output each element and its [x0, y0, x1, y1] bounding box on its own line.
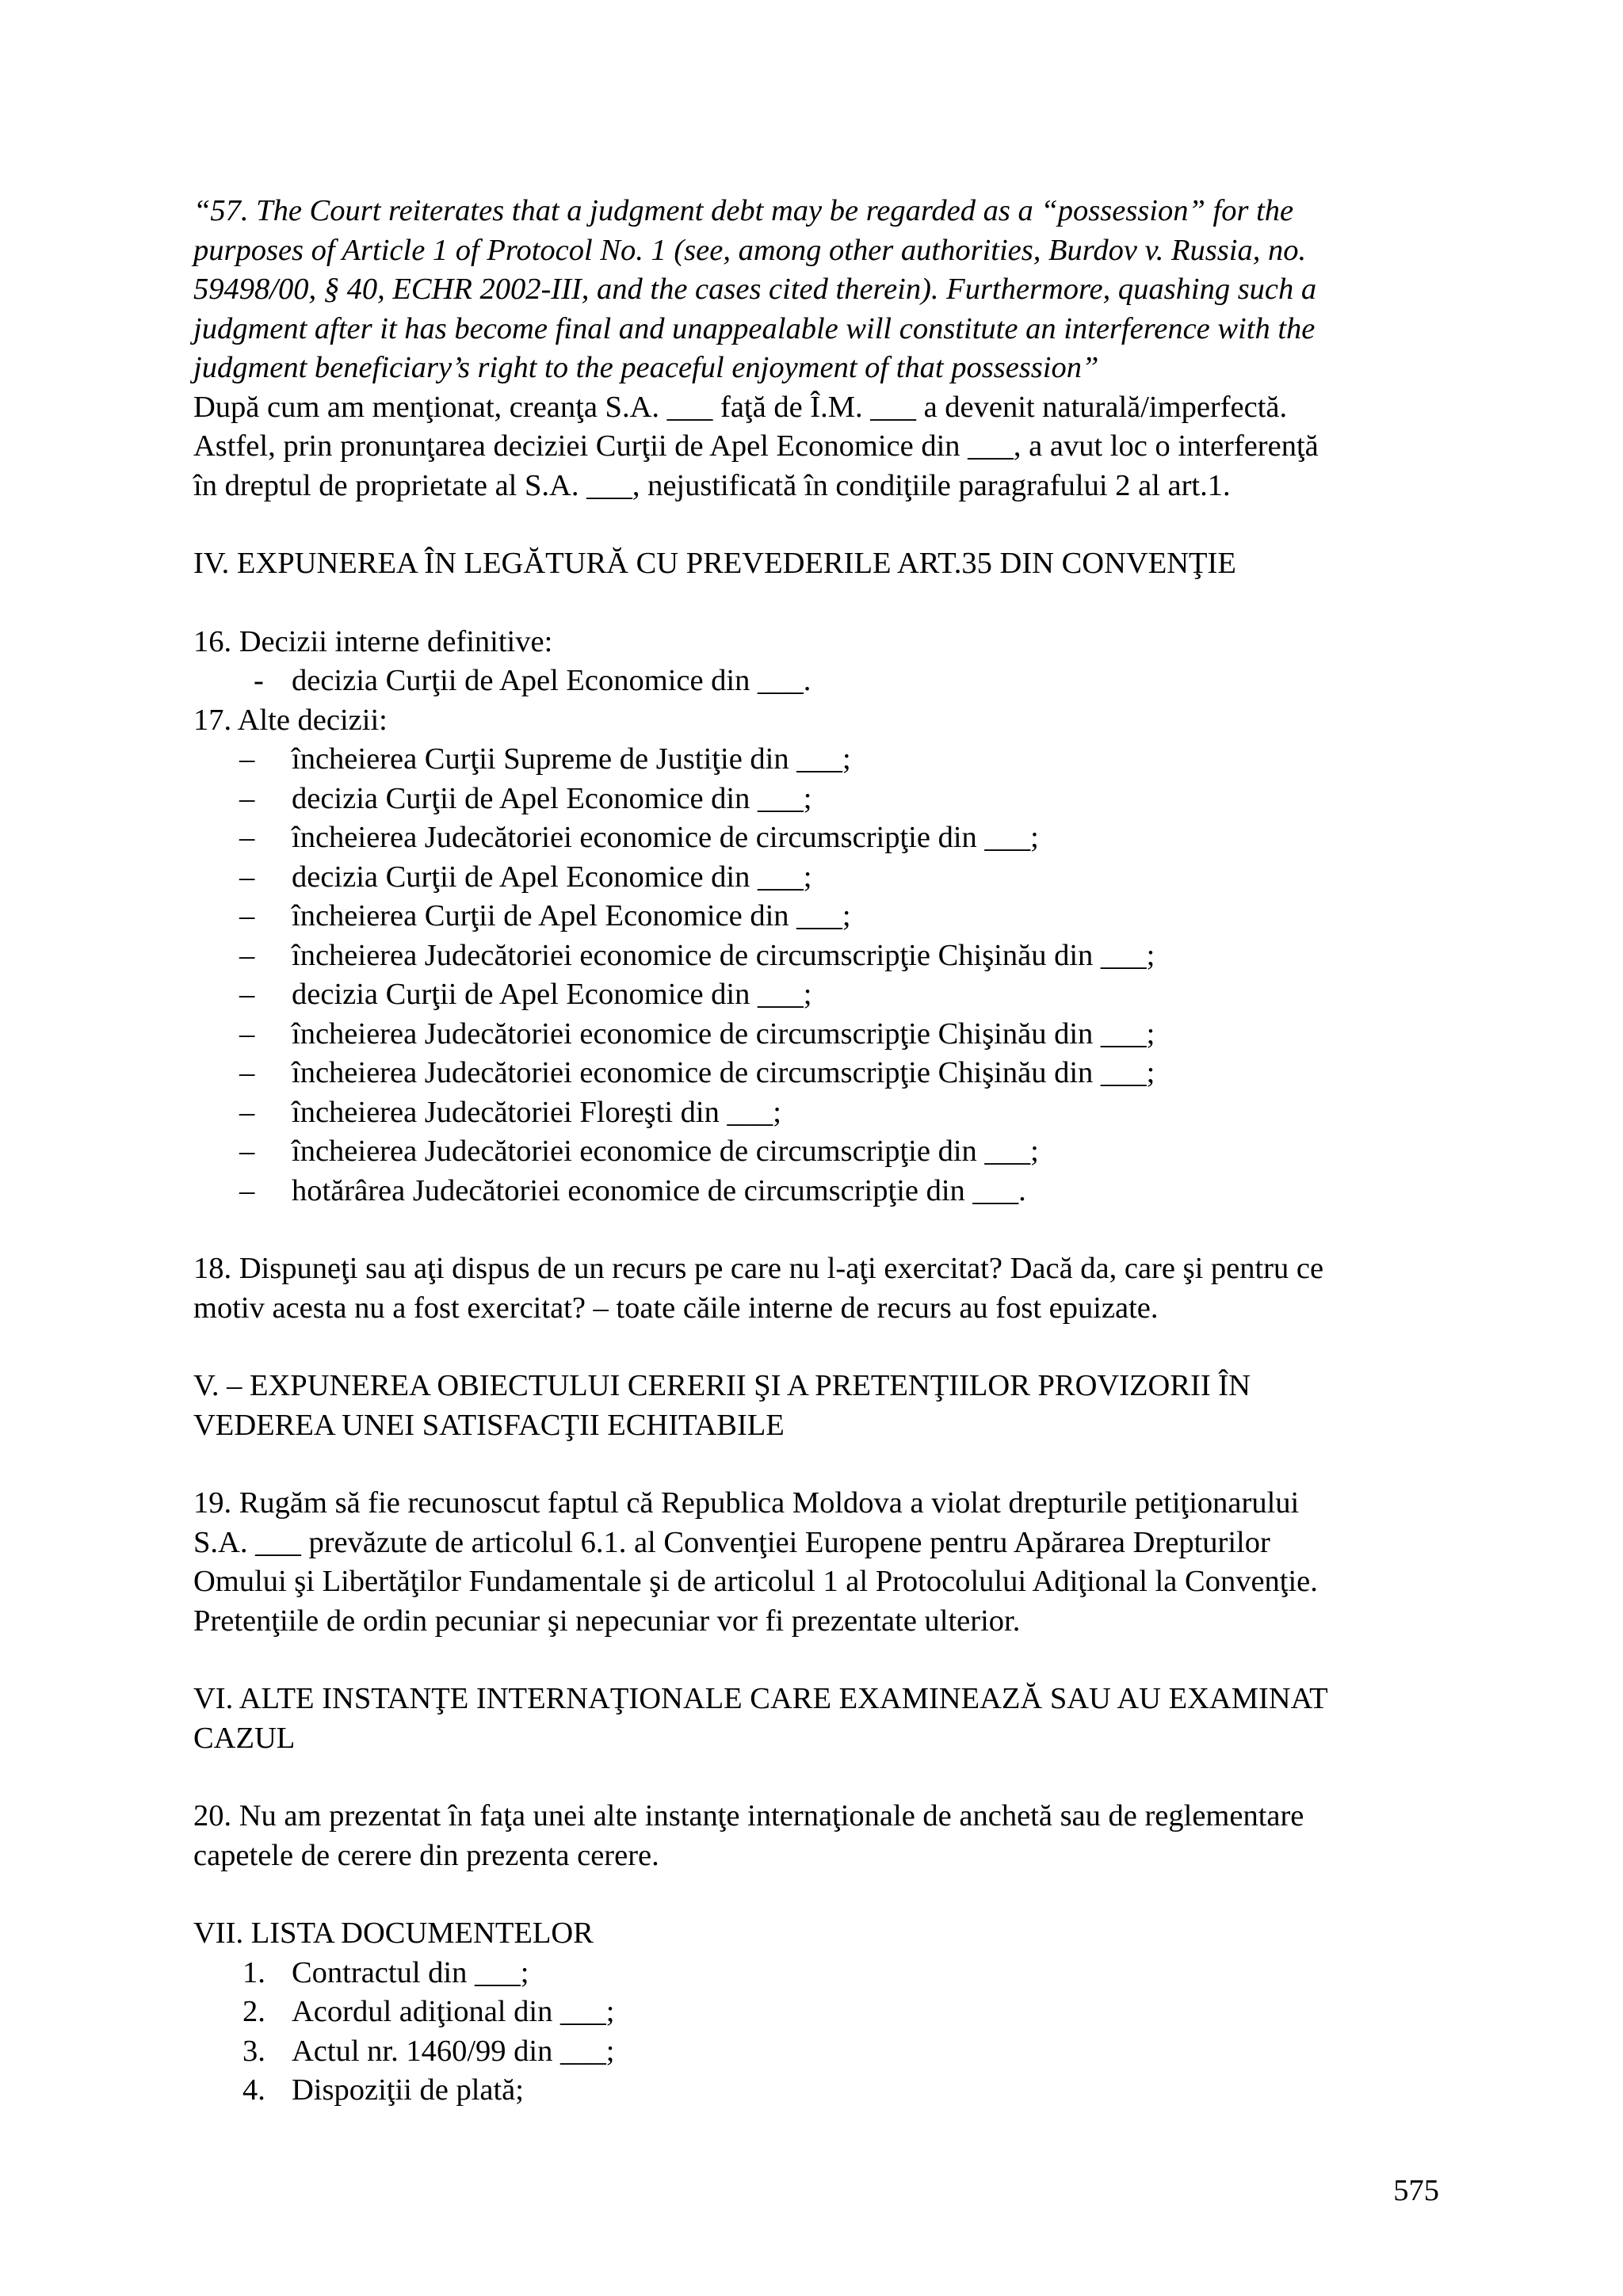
- list-item: – decizia Curţii de Apel Economice din ___;: [193, 975, 1438, 1015]
- text-line: capetele de cerere din prezenta cerere.: [193, 1838, 659, 1872]
- list-marker: –: [239, 1095, 255, 1129]
- item-18-paragraph: [193, 1249, 1438, 1328]
- item-17-label: 17. Alte decizii:: [193, 703, 388, 737]
- text-line: Pretenţiile de ordin pecuniar şi nepecuniar vor fi prezentate ulterior.: [193, 1604, 1021, 1638]
- quote-line: “57. The Court reiterates that a judgment debt may be regarded as a “possession” for the: [193, 194, 1294, 227]
- list-item: – decizia Curţii de Apel Economice din ___;: [193, 780, 1438, 819]
- item-16-label: 16. Decizii interne definitive:: [193, 624, 553, 658]
- list-item: – decizia Curţii de Apel Economice din ___;: [193, 858, 1438, 898]
- text-line: 20. Nu am prezentat în faţa unei alte instanţe internaţionale de anchetă sau de reglementare: [193, 1799, 1304, 1833]
- text-line: 19. Rugăm să fie recunoscut faptul că Republica Moldova a violat drepturile petiţionarului: [193, 1486, 1300, 1520]
- list-item: 2. Acordul adiţional din ___;: [193, 1993, 1438, 2032]
- documents-list: [193, 1954, 1438, 2111]
- heading-line: CAZUL: [193, 1721, 296, 1755]
- list-item: 1. Contractul din ___;: [193, 1954, 1438, 1993]
- list-marker: –: [239, 1173, 255, 1207]
- section-heading-v: [193, 1367, 1438, 1445]
- final-decisions-list: [193, 662, 1438, 701]
- section-heading-vi: [193, 1680, 1438, 1758]
- list-number: 4.: [242, 2073, 265, 2107]
- list-item: – hotărârea Judecătoriei economice de circumscripţie din ___.: [193, 1172, 1438, 1211]
- text-line: Astfel, prin pronunţarea deciziei Curţii de Apel Economice din ___, a avut loc o interferenţă: [193, 429, 1319, 463]
- section-heading-vii: VII. LISTA DOCUMENTELOR: [193, 1917, 594, 1950]
- quote-line: 59498/00, § 40, ECHR 2002-III, and the cases cited therein). Furthermore, quashing such a: [193, 273, 1317, 306]
- list-item: – încheierea Judecătoriei Floreşti din ___;: [193, 1093, 1438, 1133]
- list-marker: –: [239, 1016, 255, 1051]
- list-marker: –: [239, 742, 255, 776]
- list-marker: –: [239, 1135, 255, 1168]
- quote-line: purposes of Article 1 of Protocol No. 1 (see, among other authorities, Burdov v. Russia, no.: [193, 233, 1307, 267]
- item-20-paragraph: [193, 1797, 1438, 1875]
- page-content: [193, 192, 1438, 2111]
- list-number: 3.: [242, 2034, 265, 2068]
- text-line: S.A. ___ prevăzute de articolul 6.1. al Convenţiei Europene pentru Apărarea Drepturilor: [193, 1525, 1270, 1559]
- text-line: motiv acesta nu a fost exercitat? – toate căile interne de recurs au fost epuizate.: [193, 1291, 1159, 1325]
- list-item: 3. Actul nr. 1460/99 din ___;: [193, 2032, 1438, 2072]
- text-line: După cum am menţionat, creanţa S.A. ___ faţă de Î.M. ___ a devenit naturală/imperfectă.: [193, 390, 1288, 424]
- heading-line: VI. ALTE INSTANŢE INTERNAŢIONALE CARE EXAMINEAZĂ SAU AU EXAMINAT: [193, 1682, 1328, 1715]
- list-item: - decizia Curţii de Apel Economice din ___.: [193, 662, 1438, 701]
- list-marker: –: [239, 860, 255, 894]
- list-marker: –: [239, 1056, 255, 1089]
- list-marker: –: [239, 938, 255, 972]
- text-line: în dreptul de proprietate al S.A. ___, nejustificată în condiţiile paragrafului 2 al art.1.: [193, 468, 1231, 502]
- paragraph-after-quote: [193, 388, 1438, 506]
- section-heading-iv: IV. EXPUNEREA ÎN LEGĂTURĂ CU PREVEDERILE ART.35 DIN CONVENŢIE: [193, 547, 1236, 580]
- text-line: 18. Dispuneţi sau aţi dispus de un recurs pe care nu l-aţi exercitat? Dacă da, care şi pentru ce: [193, 1252, 1324, 1285]
- list-marker: –: [239, 978, 255, 1011]
- heading-line: VEDEREA UNEI SATISFACŢII ECHITABILE: [193, 1408, 785, 1442]
- list-marker: –: [239, 899, 255, 933]
- list-item: – încheierea Judecătoriei economice de circumscripţie din ___;: [193, 818, 1438, 858]
- list-item: 4. Dispoziţii de plată;: [193, 2071, 1438, 2111]
- list-item: – încheierea Judecătoriei economice de circumscripţie Chişinău din ___;: [193, 1015, 1438, 1055]
- list-marker: –: [239, 821, 255, 854]
- list-marker: -: [254, 664, 264, 697]
- list-item: – încheierea Curţii de Apel Economice din ___;: [193, 897, 1438, 936]
- heading-line: V. – EXPUNEREA OBIECTULUI CERERII ŞI A PRETENŢIILOR PROVIZORII ÎN: [193, 1369, 1251, 1402]
- quote-line: judgment beneficiary’s right to the peaceful enjoyment of that possession”: [193, 351, 1099, 384]
- other-decisions-list: [193, 740, 1438, 1211]
- quote-block: [193, 192, 1438, 388]
- quote-line: judgment after it has become final and unappealable will constitute an interference with the: [193, 311, 1316, 345]
- page-number: 575: [1393, 2174, 1439, 2207]
- list-item: – încheierea Curţii Supreme de Justiţie din ___;: [193, 740, 1438, 780]
- item-19-paragraph: [193, 1484, 1438, 1641]
- list-number: 1.: [242, 1955, 265, 1989]
- list-number: 2.: [242, 1995, 265, 2028]
- list-marker: –: [239, 781, 255, 815]
- text-line: Omului şi Libertăţilor Fundamentale şi de articolul 1 al Protocolului Adiţional la Convenţie.: [193, 1565, 1318, 1598]
- list-item: – încheierea Judecătoriei economice de circumscripţie din ___;: [193, 1132, 1438, 1172]
- list-item: – încheierea Judecătoriei economice de circumscripţie Chişinău din ___;: [193, 1054, 1438, 1093]
- list-item: – încheierea Judecătoriei economice de circumscripţie Chişinău din ___;: [193, 936, 1438, 976]
